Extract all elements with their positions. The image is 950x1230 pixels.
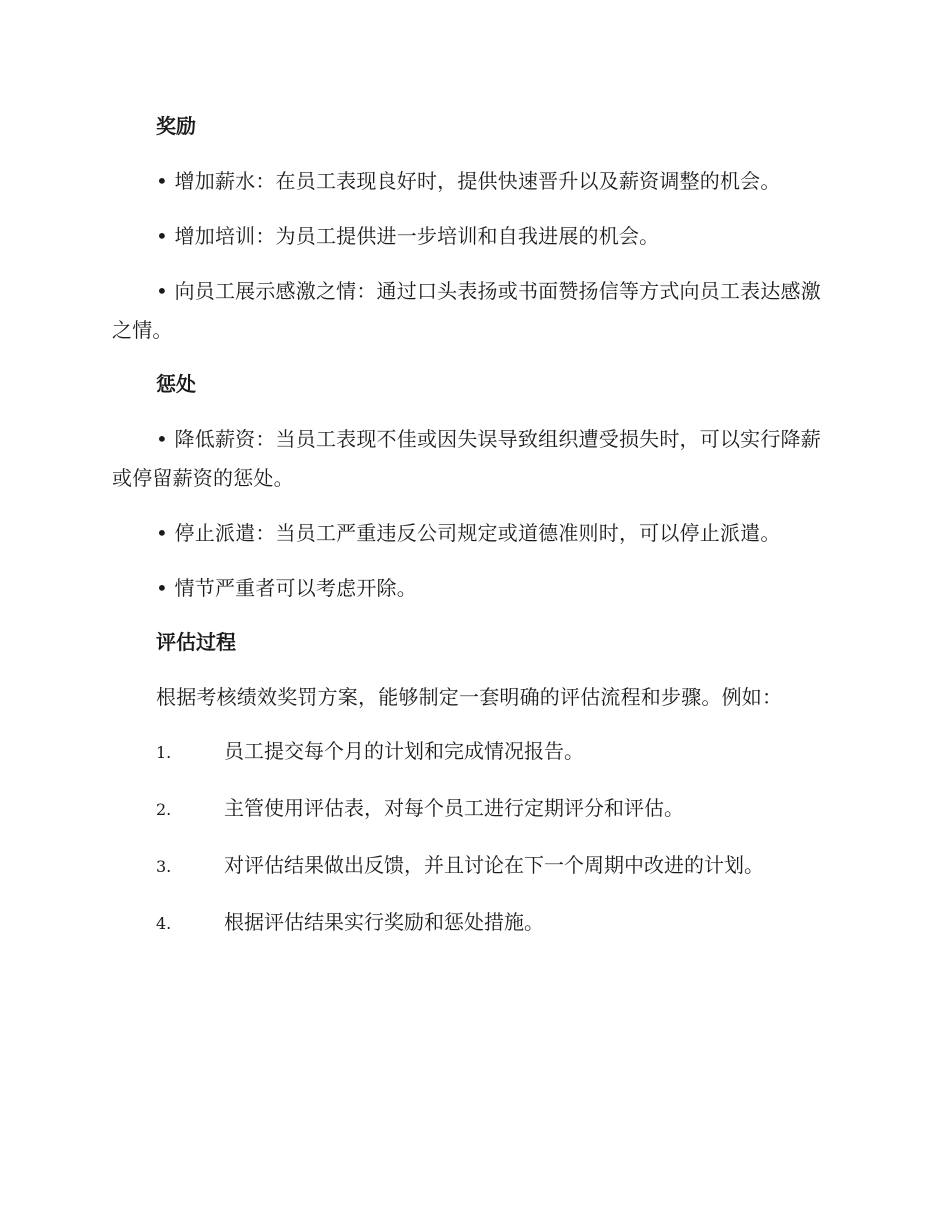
list-number: 2. bbox=[156, 800, 172, 819]
penalty-item-salary-cut: • 降低薪资：当员工表现不佳或因失误导致组织遭受损失时，可以实行降薪或停留薪资的惩处。 bbox=[112, 427, 821, 490]
document-body bbox=[112, 108, 832, 961]
list-number: 1. bbox=[156, 743, 172, 762]
penalty-item-dismissal: • 情节严重者可以考虑开除。 bbox=[156, 576, 417, 600]
list-text: 根据评估结果实行奖励和惩处措施。 bbox=[224, 910, 544, 934]
list-item bbox=[112, 904, 832, 942]
reward-item-gratitude: • 向员工展示感激之情：通过口头表扬或书面赞扬信等方式向员工表达感激之情。 bbox=[112, 279, 821, 342]
list-item bbox=[112, 733, 832, 771]
penalty-item-stop-dispatch: • 停止派遣：当员工严重违反公司规定或道德准则时，可以停止派遣。 bbox=[156, 521, 781, 545]
list-text: 对评估结果做出反馈，并且讨论在下一个周期中改进的计划。 bbox=[224, 853, 764, 877]
evaluation-intro: 根据考核绩效奖罚方案，能够制定一套明确的评估流程和步骤。例如： bbox=[156, 685, 783, 709]
list-text: 员工提交每个月的计划和完成情况报告。 bbox=[224, 739, 584, 763]
reward-item-training: • 增加培训：为员工提供进一步培训和自我进展的机会。 bbox=[156, 224, 660, 248]
list-item bbox=[112, 847, 832, 885]
section-heading-penalties: 惩处 bbox=[156, 372, 196, 396]
list-number: 3. bbox=[156, 857, 172, 876]
reward-item-salary: • 增加薪水：在员工表现良好时，提供快速晋升以及薪资调整的机会。 bbox=[156, 169, 781, 193]
list-number: 4. bbox=[156, 914, 172, 933]
section-heading-evaluation: 评估过程 bbox=[156, 630, 236, 654]
section-heading-rewards: 奖励 bbox=[156, 114, 196, 138]
list-text: 主管使用评估表，对每个员工进行定期评分和评估。 bbox=[224, 796, 684, 820]
list-item bbox=[112, 790, 832, 828]
